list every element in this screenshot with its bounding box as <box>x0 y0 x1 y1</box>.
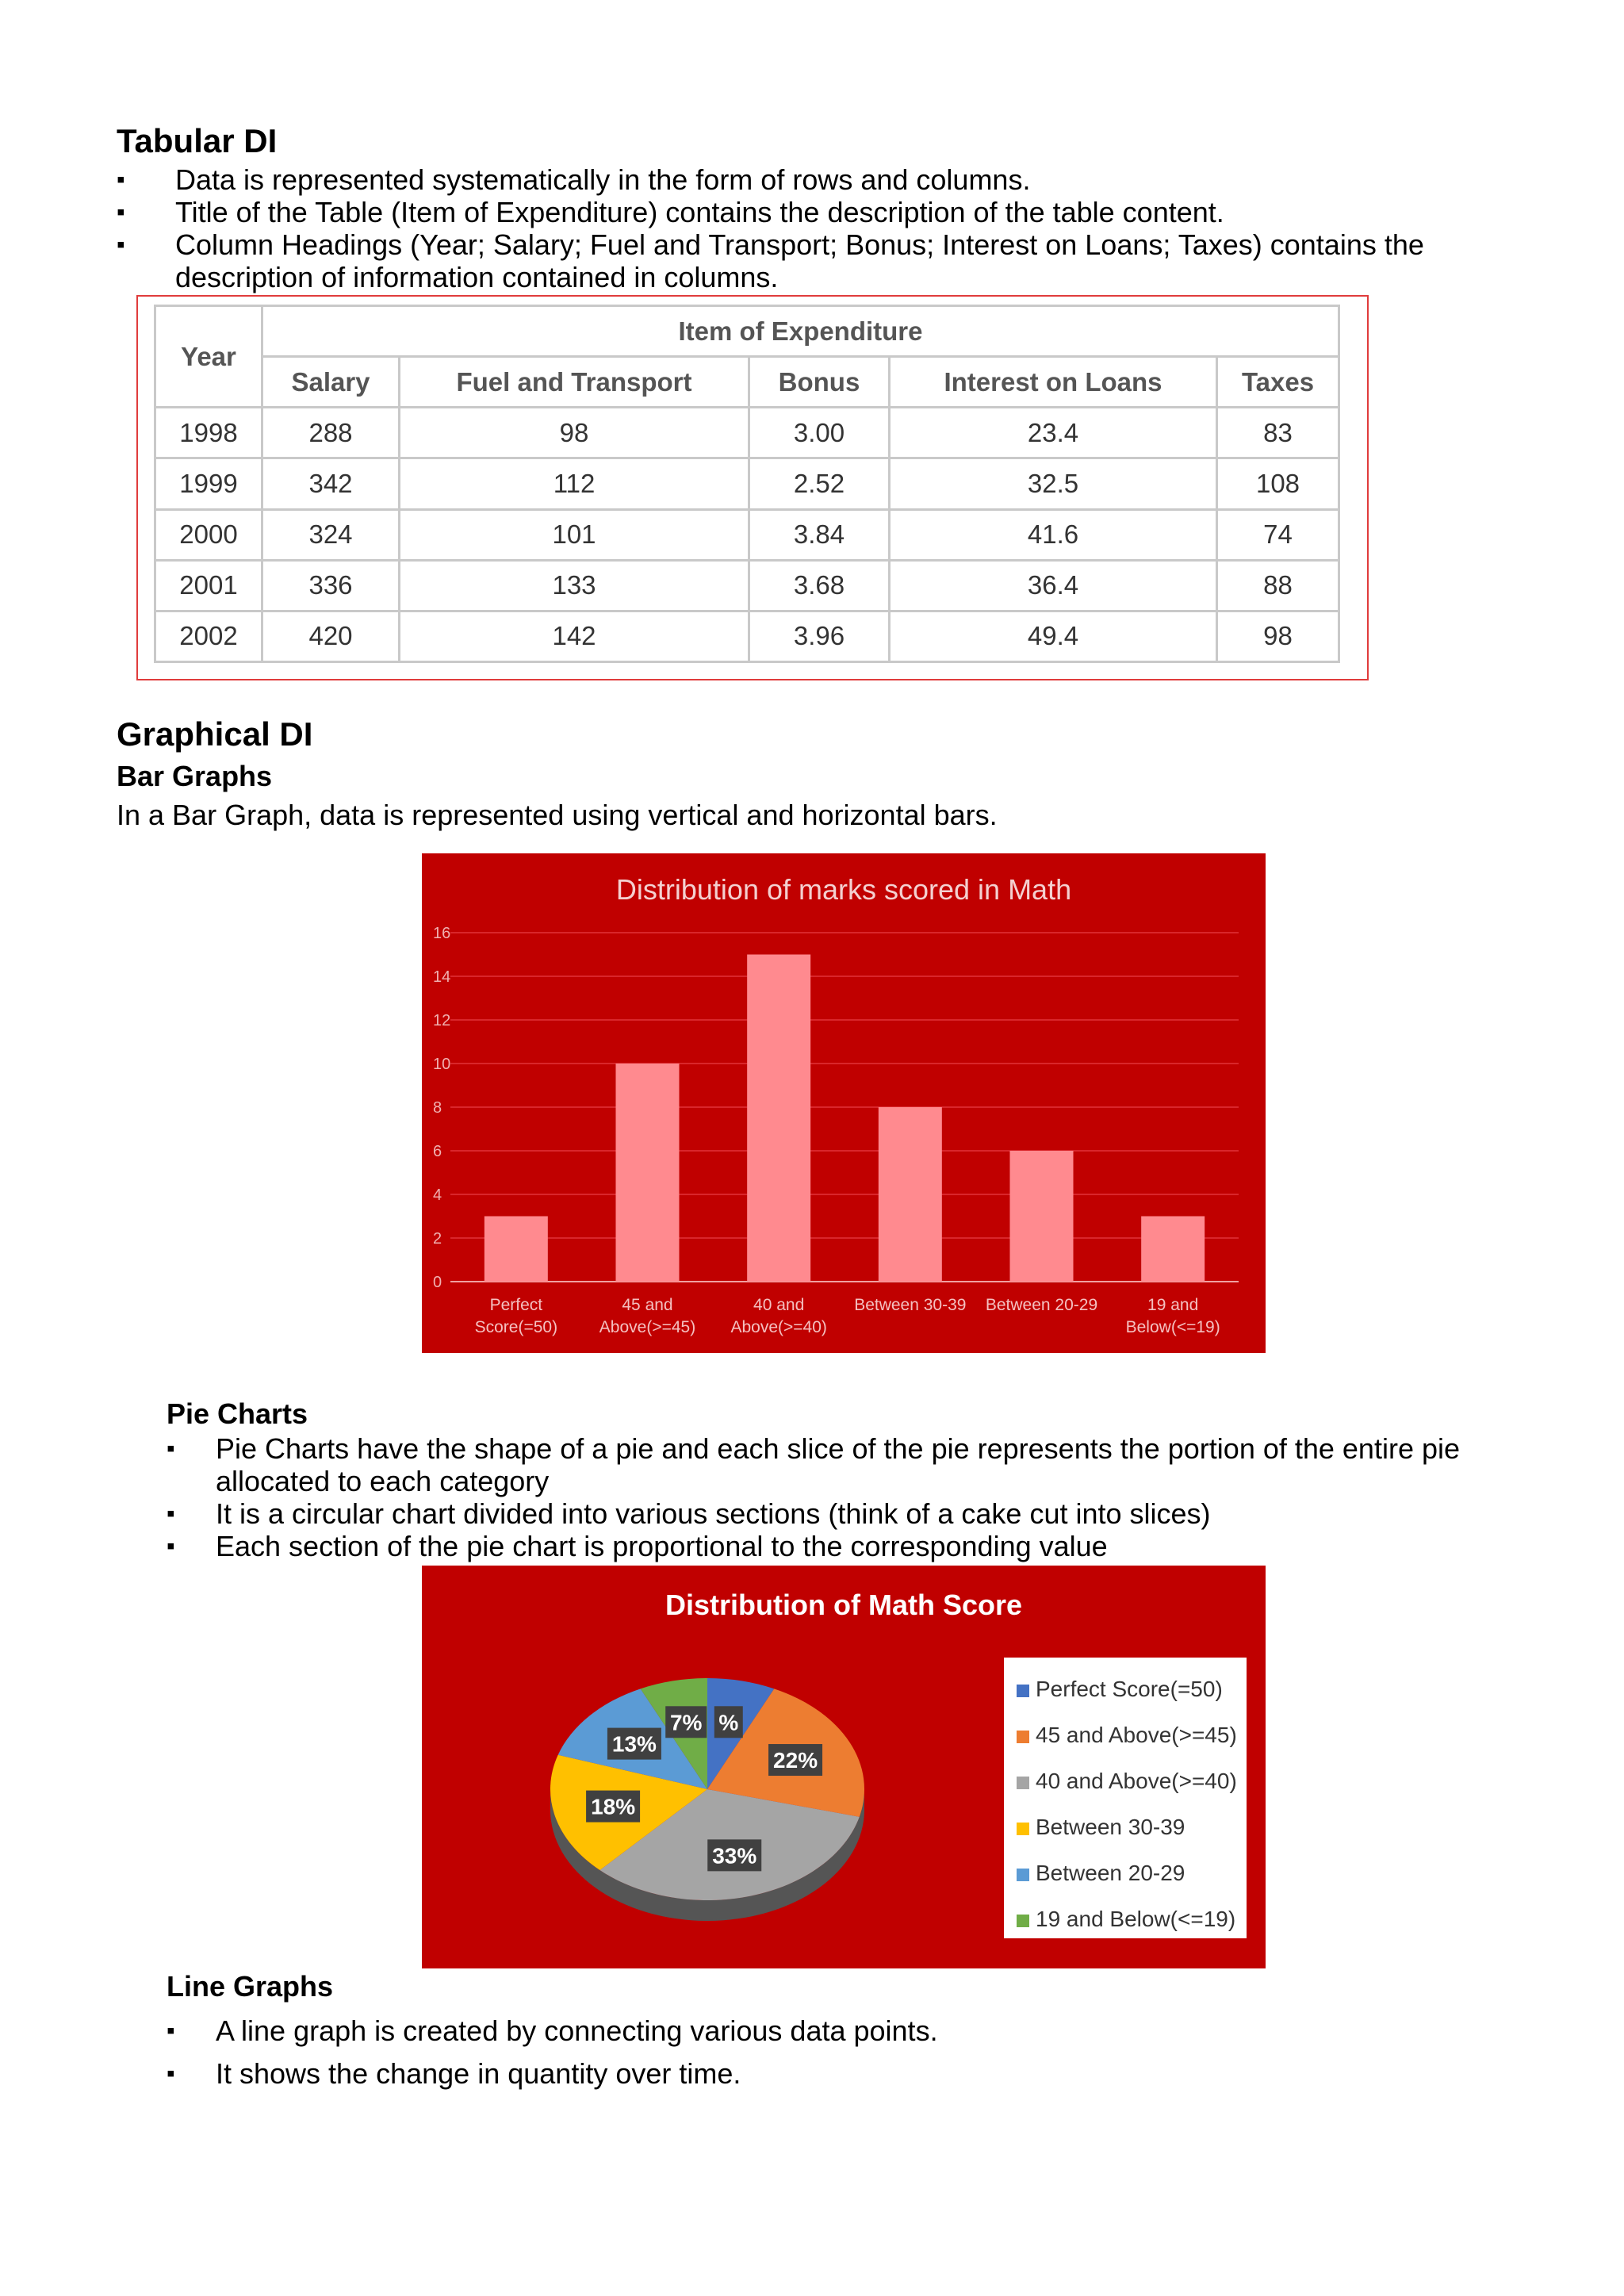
table-cell: 342 <box>262 458 400 509</box>
table-cell: 88 <box>1217 560 1339 611</box>
table-row <box>155 611 1339 661</box>
legend-item <box>1017 1857 1185 1889</box>
pie-data-label <box>768 1744 822 1776</box>
bar <box>616 1064 680 1282</box>
legend-label: 45 and Above(>=45) <box>1036 1723 1237 1747</box>
table-cell: 36.4 <box>890 560 1217 611</box>
table-cell: 98 <box>400 408 749 458</box>
legend-label: 40 and Above(>=40) <box>1036 1769 1237 1793</box>
table-cell: 3.84 <box>749 509 890 560</box>
legend-item <box>1017 1765 1237 1797</box>
legend-swatch <box>1017 1685 1029 1697</box>
table-cell: 108 <box>1217 458 1339 509</box>
y-tick-label: 0 <box>433 1274 442 1291</box>
bar <box>879 1107 942 1282</box>
column-header: Salary <box>262 357 400 408</box>
table-cell: 49.4 <box>890 611 1217 661</box>
legend-label: Between 30-39 <box>1036 1815 1185 1839</box>
line-bullet: ▪ A line graph is created by connecting various data points. <box>167 2010 1499 2053</box>
table-cell: 3.68 <box>749 560 890 611</box>
table-cell: 101 <box>400 509 749 560</box>
table-cell: 1998 <box>155 408 262 458</box>
y-tick-label: 12 <box>433 1012 451 1029</box>
pie-bullet: ▪ Pie Charts have the shape of a pie and each slice of the pie represents the portion of the entire pie allocated to each category <box>167 1432 1499 1497</box>
bar <box>747 955 810 1282</box>
pie-charts-heading: Pie Charts <box>167 1397 308 1430</box>
bar-chart-title: Distribution of marks scored in Math <box>615 873 1072 906</box>
bar-chart <box>422 853 1266 1353</box>
bar <box>485 1217 548 1282</box>
table-cell: 3.96 <box>749 611 890 661</box>
table-cell: 2000 <box>155 509 262 560</box>
x-tick-label: Above(>=40) <box>730 1318 827 1336</box>
pie-data-label-text: 13% <box>611 1731 657 1757</box>
pie-data-label-text: % <box>718 1710 739 1735</box>
group-header: Item of Expenditure <box>262 306 1339 357</box>
table-cell: 74 <box>1217 509 1339 560</box>
pie-bullet-list <box>167 1432 1499 1562</box>
table-cell: 32.5 <box>890 458 1217 509</box>
column-header: Fuel and Transport <box>400 357 749 408</box>
pie-data-label <box>707 1839 761 1871</box>
y-tick-label: 16 <box>433 925 451 942</box>
x-tick-label: Between 20-29 <box>985 1296 1098 1314</box>
legend-label: Between 20-29 <box>1036 1861 1185 1885</box>
pie-data-label <box>665 1706 707 1738</box>
table-cell: 133 <box>400 560 749 611</box>
legend-item <box>1017 1811 1185 1843</box>
bar-graphs-heading: Bar Graphs <box>117 760 273 792</box>
x-tick-label: Perfect <box>489 1296 543 1314</box>
x-tick-label: Between 30-39 <box>854 1296 967 1314</box>
bar <box>1010 1151 1074 1282</box>
pie-bullet: ▪ Each section of the pie chart is proportional to the corresponding value <box>167 1530 1499 1562</box>
expenditure-table <box>154 305 1340 663</box>
table-cell: 83 <box>1217 408 1339 458</box>
table-cell: 288 <box>262 408 400 458</box>
pie-chart-title: Distribution of Math Score <box>665 1589 1022 1621</box>
table-cell: 112 <box>400 458 749 509</box>
table-cell: 142 <box>400 611 749 661</box>
table-cell: 2.52 <box>749 458 890 509</box>
pie-legend <box>1004 1658 1247 1938</box>
legend-swatch <box>1017 1777 1029 1789</box>
x-tick-label: 40 and <box>753 1296 805 1314</box>
bar <box>1141 1217 1205 1282</box>
y-tick-label: 2 <box>433 1230 442 1248</box>
table-cell: 336 <box>262 560 400 611</box>
table-cell: 324 <box>262 509 400 560</box>
bar-chart-svg <box>422 853 1266 1353</box>
x-tick-label: Below(<=19) <box>1125 1318 1220 1336</box>
line-graphs-heading: Line Graphs <box>167 1970 334 2003</box>
pie-data-label <box>714 1706 743 1738</box>
legend-item <box>1017 1673 1223 1705</box>
pie-data-label <box>586 1791 640 1823</box>
table-row <box>155 560 1339 611</box>
legend-label: 19 and Below(<=19) <box>1036 1907 1236 1931</box>
table-cell: 23.4 <box>890 408 1217 458</box>
x-tick-label: Score(=50) <box>474 1318 558 1336</box>
tabular-bullet: ▪ Column Headings (Year; Salary; Fuel and Transport; Bonus; Interest on Loans; Taxes) contains the description of information contained in columns. <box>117 228 1512 293</box>
tabular-bullet: ▪ Title of the Table (Item of Expenditure) contains the description of the table content. <box>117 196 1512 228</box>
column-header: Interest on Loans <box>890 357 1217 408</box>
y-tick-label: 4 <box>433 1186 442 1204</box>
table-row <box>155 458 1339 509</box>
table-cell: 420 <box>262 611 400 661</box>
pie-bullet: ▪ It is a circular chart divided into various sections (think of a cake cut into slices) <box>167 1497 1499 1530</box>
legend-item <box>1017 1903 1235 1935</box>
table-cell: 3.00 <box>749 408 890 458</box>
column-header: Bonus <box>749 357 890 408</box>
pie-data-label-text: 33% <box>712 1843 757 1869</box>
table-cell: 2001 <box>155 560 262 611</box>
table-body <box>155 408 1339 662</box>
tabular-bullet: ▪ Data is represented systematically in the form of rows and columns. <box>117 163 1512 196</box>
tabular-bullet-list <box>117 163 1512 293</box>
bar-graphs-text: In a Bar Graph, data is represented using vertical and horizontal bars. <box>117 799 998 831</box>
pie-data-label-text: 22% <box>773 1748 818 1773</box>
x-tick-label: 19 and <box>1147 1296 1199 1314</box>
legend-swatch <box>1017 1731 1029 1743</box>
tabular-heading: Tabular DI <box>117 122 278 159</box>
legend-label: Perfect Score(=50) <box>1036 1677 1223 1701</box>
x-tick-label: Above(>=45) <box>599 1318 696 1336</box>
legend-swatch <box>1017 1869 1029 1881</box>
table-cell: 41.6 <box>890 509 1217 560</box>
line-bullet: ▪ It shows the change in quantity over time. <box>167 2053 1499 2095</box>
y-tick-label: 6 <box>433 1143 442 1160</box>
pie-data-label-text: 18% <box>591 1794 636 1819</box>
pie-data-label-text: 7% <box>669 1710 703 1735</box>
pie-data-label <box>607 1728 661 1760</box>
table-cell: 1999 <box>155 458 262 509</box>
legend-item <box>1017 1719 1237 1751</box>
y-tick-label: 14 <box>433 968 451 986</box>
table-row <box>155 408 1339 458</box>
legend-swatch <box>1017 1823 1029 1835</box>
y-tick-label: 8 <box>433 1099 442 1117</box>
table-row <box>155 509 1339 560</box>
year-header: Year <box>155 306 262 408</box>
legend-swatch <box>1017 1915 1029 1927</box>
table-cell: 2002 <box>155 611 262 661</box>
y-tick-label: 10 <box>433 1056 451 1073</box>
x-tick-label: 45 and <box>622 1296 673 1314</box>
graphical-heading: Graphical DI <box>117 715 313 753</box>
line-bullet-list <box>167 2010 1499 2095</box>
table-cell: 98 <box>1217 611 1339 661</box>
column-header: Taxes <box>1217 357 1339 408</box>
